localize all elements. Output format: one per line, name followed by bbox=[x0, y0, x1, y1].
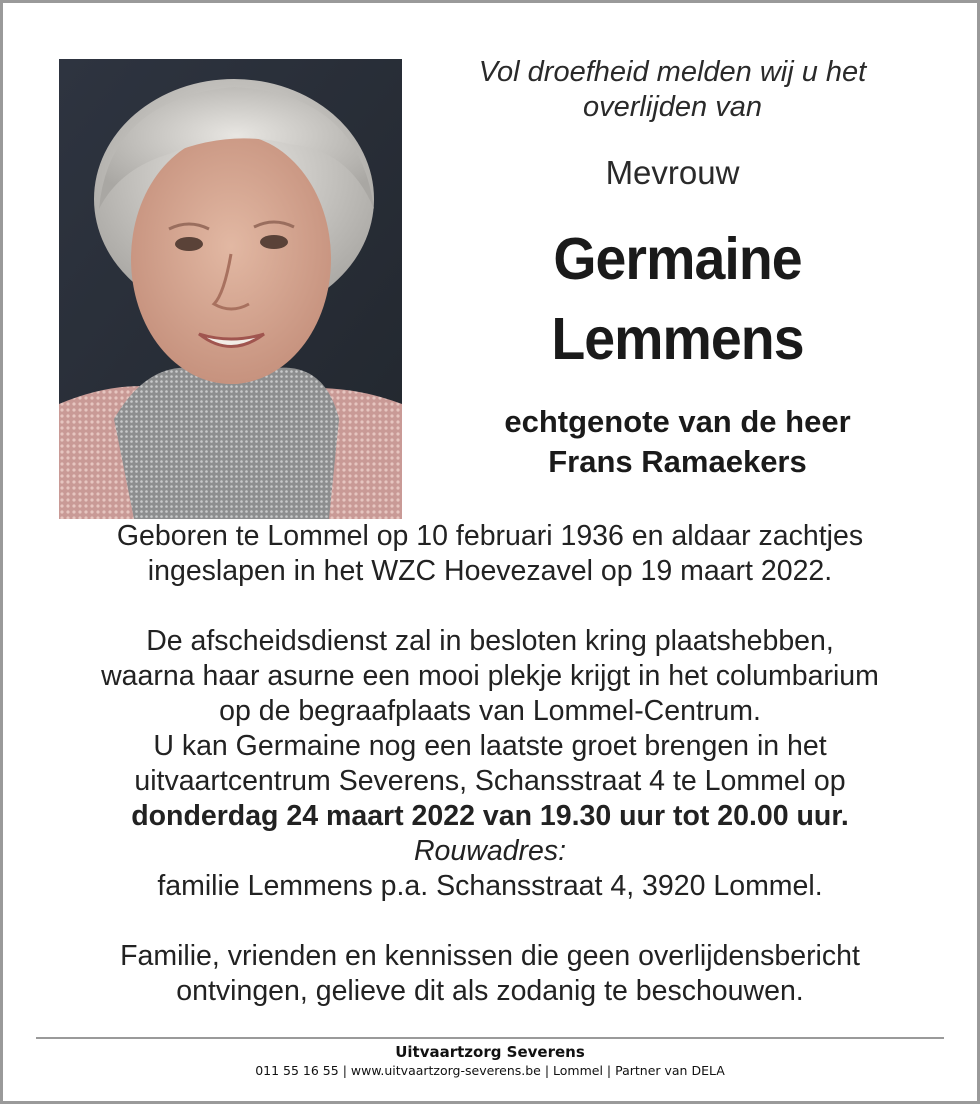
mourning-address: familie Lemmens p.a. Schansstraat 4, 3920 Lommel. bbox=[157, 870, 823, 902]
address-label: Rouwadres: bbox=[413, 835, 567, 867]
intro-text bbox=[420, 55, 925, 125]
last-name: Lemmens bbox=[551, 306, 804, 372]
spouse-info bbox=[420, 402, 935, 482]
visit-line-1: U kan Germaine nog een laatste groet brengen in het bbox=[153, 730, 827, 762]
deceased-name bbox=[435, 219, 919, 379]
notice-line-2: ontvingen, gelieve dit als zodanig te beschouwen. bbox=[176, 975, 804, 1007]
service-line-2: waarna haar asurne een mooi plekje krijgt in het columbarium bbox=[101, 660, 879, 692]
spouse-line-1: echtgenote van de heer bbox=[504, 404, 851, 439]
first-name: Germaine bbox=[553, 226, 802, 292]
service-line-1: De afscheidsdienst zal in besloten kring plaatshebben, bbox=[146, 625, 834, 657]
portrait-photo bbox=[59, 59, 402, 519]
visit-line-2: uitvaartcentrum Severens, Schansstraat 4 te Lommel op bbox=[134, 765, 846, 797]
intro-line-2: overlijden van bbox=[583, 91, 762, 123]
service-line-3: op de begraafplaats van Lommel-Centrum. bbox=[219, 695, 761, 727]
birth-line-1: Geboren te Lommel op 10 februari 1936 en aldaar zachtjes bbox=[116, 520, 864, 552]
announcement-body bbox=[40, 519, 940, 1009]
notice-line-1: Familie, vrienden en kennissen die geen overlijdensbericht bbox=[120, 940, 860, 972]
funeral-company-info: 011 55 16 55 | www.uitvaartzorg-severens.be | Lommel | Partner van DELA bbox=[255, 1063, 725, 1078]
spouse-line-2: Frans Ramaekers bbox=[548, 444, 807, 479]
visit-datetime: donderdag 24 maart 2022 van 19.30 uur tot 20.00 uur. bbox=[131, 800, 849, 832]
honorific: Mevrouw bbox=[605, 154, 740, 191]
intro-line-1: Vol droefheid melden wij u het bbox=[478, 56, 867, 88]
footer-divider bbox=[36, 1037, 944, 1039]
birth-line-2: ingeslapen in het WZC Hoevezavel op 19 maart 2022. bbox=[147, 555, 833, 587]
funeral-company-name: Uitvaartzorg Severens bbox=[395, 1043, 585, 1061]
